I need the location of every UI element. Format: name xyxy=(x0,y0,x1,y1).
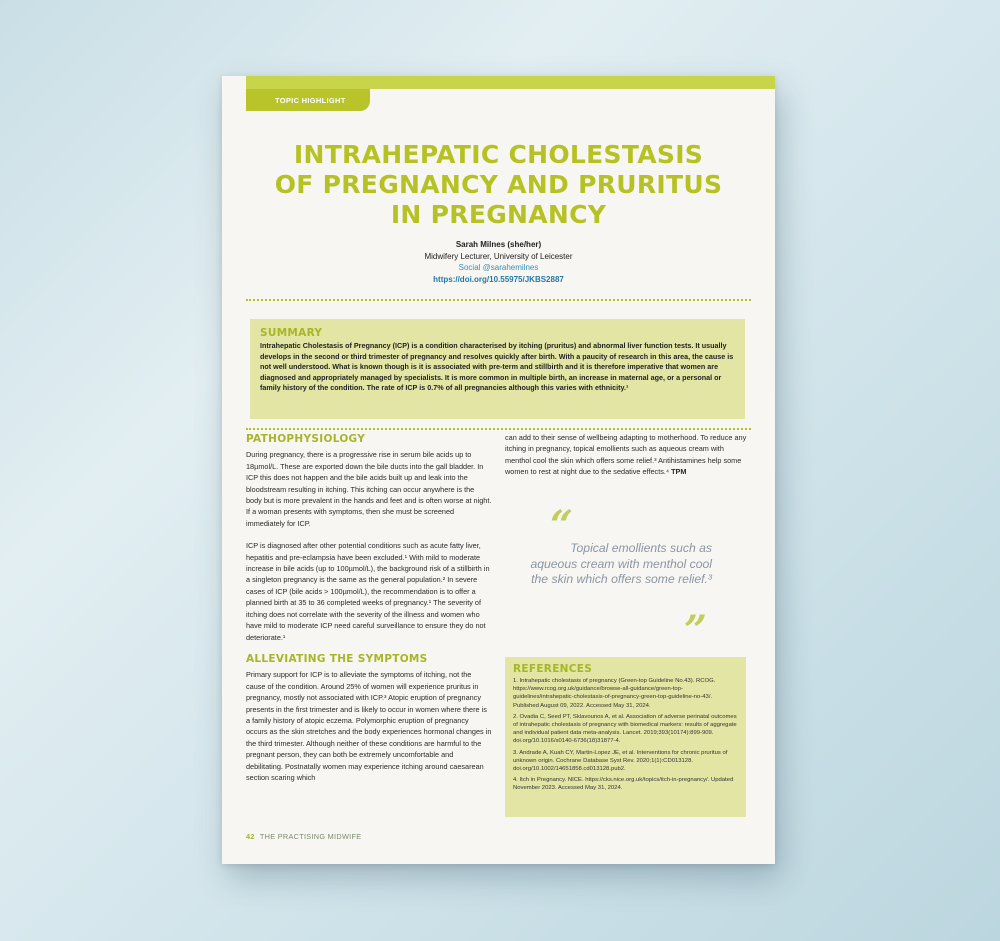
references-list xyxy=(513,677,738,793)
topic-highlight-tag: TOPIC HIGHLIGHT xyxy=(246,89,370,111)
title-line: INTRAHEPATIC CHOLESTASIS xyxy=(293,140,704,169)
pull-quote: Topical emollients such as aqueous cream with menthol cool the skin which offers some relief.³ xyxy=(530,541,712,586)
end-mark: TPM xyxy=(671,467,687,477)
references-box xyxy=(505,657,746,817)
summary-text: Intrahepatic Cholestasis of Pregnancy (ICP) is a condition characterised by itching (pruritus) and abnormal liver function tests. It usually develops in the second or third trimester of pregnancy and resolves quickly after birth. With a paucity of research in this area, the cause is not well understood. What is known though is it is associated with pre-term and stillbirth and it is therefore imperative that women are diagnosed and appropriately managed by specialists. It is more common in multiple birth, an increase in maternal age, or a personal or family history of the condition. The rate of ICP is 0.7% of all pregnancies although this varies with ethnicity.¹ xyxy=(260,341,734,392)
reference-item: 2. Ovadia C, Seed PT, Sklavounos A, et al. Association of adverse perinatal outcomes of intrahepatic cholestasis of pregnancy with biomedical markers: results of aggregate and individual patient data meta-analysis. Lancet. 2019;393(10174):899-909. doi.org/10.1016/s0140-6736(18)31877-4. xyxy=(513,713,737,745)
summary-heading: SUMMARY xyxy=(260,327,323,339)
pathophysiology-heading: PATHOPHYSIOLOGY xyxy=(246,433,366,445)
dotted-divider xyxy=(246,428,751,430)
magazine-page xyxy=(222,76,775,864)
references-heading: REFERENCES xyxy=(513,663,593,675)
right-column xyxy=(505,432,747,489)
open-quote-icon: “ xyxy=(550,502,574,549)
title-line: OF PREGNANCY AND PRURITUS xyxy=(274,170,723,199)
alleviating-paragraph-2 xyxy=(505,432,747,478)
pathophysiology-paragraph-2: ICP is diagnosed after other potential conditions such as acute fatty liver, hepatitis and pre-eclampsia have been excluded.¹ With mild to moderate increase in bile acids (up to 100µmol/L), the background risk of a stillbirth in a singleton pregnancy is the same as the general population.² In severe cases of ICP (bile acids > 100µmol/L), the recommendation is to offer a planned birth at 35 to 36 completed weeks of pregnancy.¹ The severity of itching does not correlate with the severity of the illness and women who have mild to moderate ICP need careful surveillance to ensure they do not deteriorate.¹ xyxy=(246,541,490,642)
left-column xyxy=(246,434,492,794)
summary-box xyxy=(250,319,745,419)
author-name: Sarah Milnes (she/her) xyxy=(455,240,542,249)
alleviating-paragraph-1: Primary support for ICP is to alleviate the symptoms of itching, not the cause of the condition. Around 25% of women will experience pruritus in pregnancy, mostly not associated with ICP.³ Atopic eruption of pregnancy presents in the first trimester and is likely to occur in women where there is a family history of atopic eczema. Polymorphic eruption of pregnancy occurs as the skin stretches and the body experiences hormonal changes in the third trimester. Although neither of these conditions are harmful to the pregnant person, they can both be extremely uncomfortable and debilitating. Postnatally women may experience itching around caesarean section scaring which xyxy=(246,670,492,782)
article-title xyxy=(242,140,755,230)
alleviating-paragraph-2-text: can add to their sense of wellbeing adapting to motherhood. To reduce any itching in pregnancy, topical emollients such as aqueous cream with menthol cool the skin which offers some relief.³ Antihistamines help some women to rest at night due to the sedative effects.⁴ xyxy=(505,433,747,477)
close-quote-icon: ” xyxy=(684,607,708,654)
reference-item: 1. Intrahepatic cholestasis of pregnancy (Green-top Guideline No.43). RCOG. https://www.rcog.org.uk/guidance/browse-all-guidance/green-top-guidelines/intrahepatic-cholestasis-of-pregnancy-green-top-guideline-no-43/. Published August 09, 2022. Accessed May 31, 2024. xyxy=(513,678,716,709)
top-accent-bar xyxy=(246,76,775,89)
page-number: 42 xyxy=(246,832,255,841)
author-block xyxy=(222,239,775,285)
alleviating-heading: ALLEVIATING THE SYMPTOMS xyxy=(246,652,428,665)
title-line: IN PREGNANCY xyxy=(390,200,607,229)
author-role: Midwifery Lecturer, University of Leicester xyxy=(424,251,573,261)
doi-link[interactable]: https://doi.org/10.55975/JKBS2887 xyxy=(433,274,564,284)
dotted-divider xyxy=(246,299,751,301)
reference-item: 3. Andrade A, Kuah CY, Martin-Lopez JE, et al. Interventions for chronic pruritus of unknown origin. Cochrane Database Syst Rev. 2020;1(1):CD013128. doi.org/10.1002/14651858.cd013128.pub2. xyxy=(513,749,728,773)
page-footer xyxy=(246,832,361,841)
pathophysiology-paragraph-1: During pregnancy, there is a progressive rise in serum bile acids up to 18µmol/L. These are exported down the bile ducts into the gall bladder. In ICP this does not happen and the bile acids built up and leak into the bloodstream resulting in itching. This itching can occur anywhere is the body but is more prevalent in the hands and feet and is often worse at night. If a woman presents with symptoms, then she must be screened immediately for ICP. xyxy=(246,450,492,528)
reference-item: 4. Itch in Pregnancy. NICE. https://cks.nice.org.uk/topics/itch-in-pregnancy/. Updated November 2023. Accessed May 31, 2024. xyxy=(513,777,734,792)
publication-name: THE PRACTISING MIDWIFE xyxy=(259,832,362,841)
author-social-link[interactable]: Social @sarahemilnes xyxy=(458,263,539,272)
